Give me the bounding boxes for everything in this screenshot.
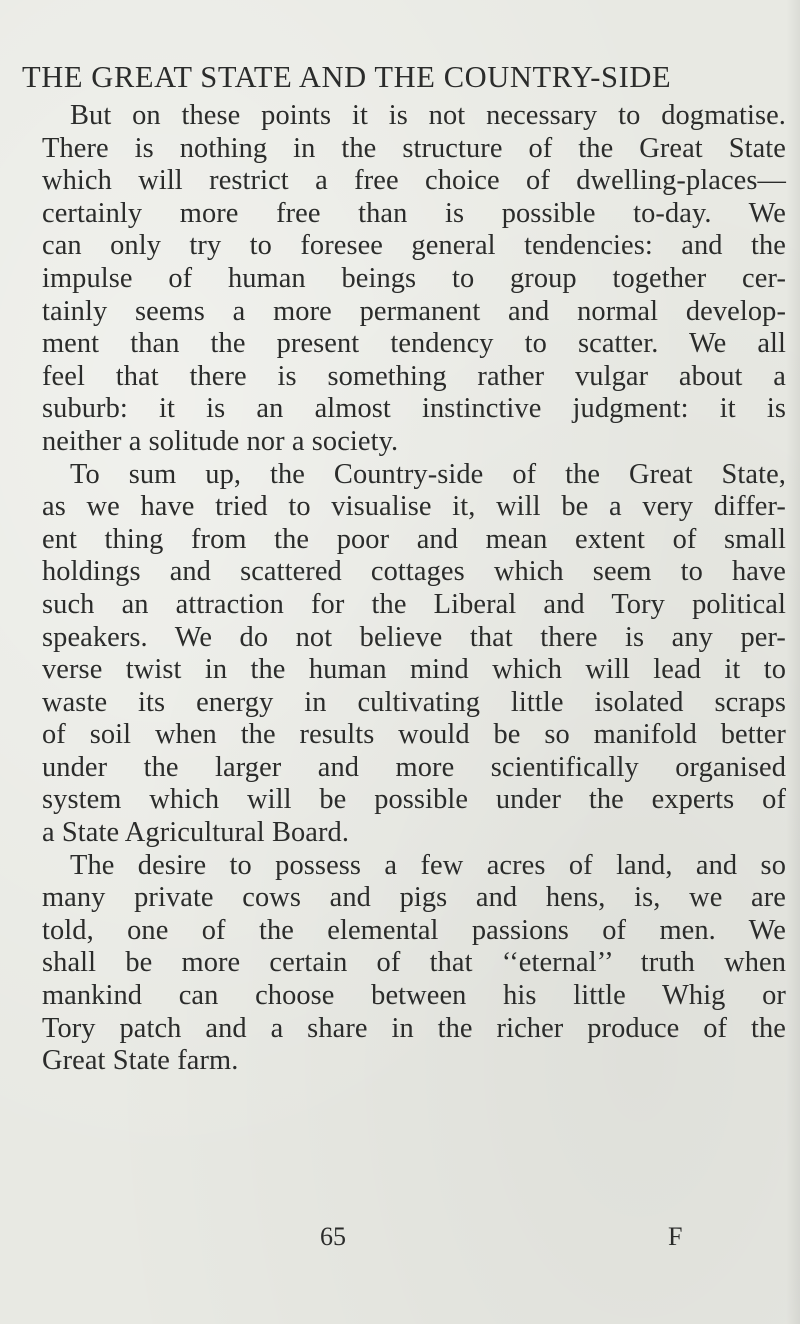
text-line: a State Agricultural Board. xyxy=(42,817,350,849)
text-line: certainly more free than is possible to-day. We xyxy=(42,197,786,229)
text-line: There is nothing in the structure of the Great State xyxy=(42,132,786,164)
text-line: The desire to possess a few acres of land, and so xyxy=(70,849,786,881)
text-line: ment than the present tendency to scatter. We all xyxy=(42,328,786,360)
text-line: feel that there is something rather vulgar about a xyxy=(42,360,786,392)
text-line: many private cows and pigs and hens, is, we are xyxy=(42,882,786,914)
text-line: under the larger and more scientifically organised xyxy=(42,751,786,783)
text-line: impulse of human beings to group together cer- xyxy=(42,262,786,294)
text-line: waste its energy in cultivating little isolated scraps xyxy=(42,686,786,718)
text-line: verse twist in the human mind which will lead it to xyxy=(42,654,786,686)
text-line: speakers. We do not believe that there is any per- xyxy=(42,621,786,653)
text-line: shall be more certain of that ‘‘eternal’’ truth when xyxy=(42,947,786,979)
text-line: can only try to foresee general tendencies: and the xyxy=(42,230,786,262)
text-line: holdings and scattered cottages which seem to have xyxy=(42,556,786,588)
text-line: told, one of the elemental passions of men. We xyxy=(42,914,786,946)
text-line: Tory patch and a share in the richer produce of the xyxy=(42,1012,786,1044)
body-text xyxy=(42,100,786,1078)
paragraph xyxy=(42,850,786,1078)
text-line: which will restrict a free choice of dwelling-places— xyxy=(42,165,786,197)
page-edge-shadow xyxy=(786,0,800,1324)
text-line: neither a solitude nor a society. xyxy=(42,425,399,457)
text-line: tainly seems a more permanent and normal develop- xyxy=(42,295,786,327)
text-line: But on these points it is not necessary to dogmatise. xyxy=(70,100,786,131)
paragraph xyxy=(42,459,786,850)
text-line: To sum up, the Country-side of the Great State, xyxy=(70,458,786,490)
text-line: as we have tried to visualise it, will be a very differ- xyxy=(42,491,786,523)
text-line: ent thing from the poor and mean extent of small xyxy=(42,523,786,555)
page-number: 65 xyxy=(320,1222,346,1251)
signature-mark: F xyxy=(668,1222,683,1251)
text-line: Great State farm. xyxy=(42,1045,239,1077)
text-line: suburb: it is an almost instinctive judgment: it is xyxy=(42,393,786,425)
page-footer xyxy=(0,1222,800,1262)
text-line: system which will be possible under the experts of xyxy=(42,784,786,816)
paragraph xyxy=(42,100,786,459)
text-line: such an attraction for the Liberal and Tory political xyxy=(42,588,786,620)
running-head: THE GREAT STATE AND THE COUNTRY-SIDE xyxy=(22,60,672,94)
text-line: of soil when the results would be so manifold better xyxy=(42,719,786,751)
text-line: mankind can choose between his little Whig or xyxy=(42,980,786,1012)
